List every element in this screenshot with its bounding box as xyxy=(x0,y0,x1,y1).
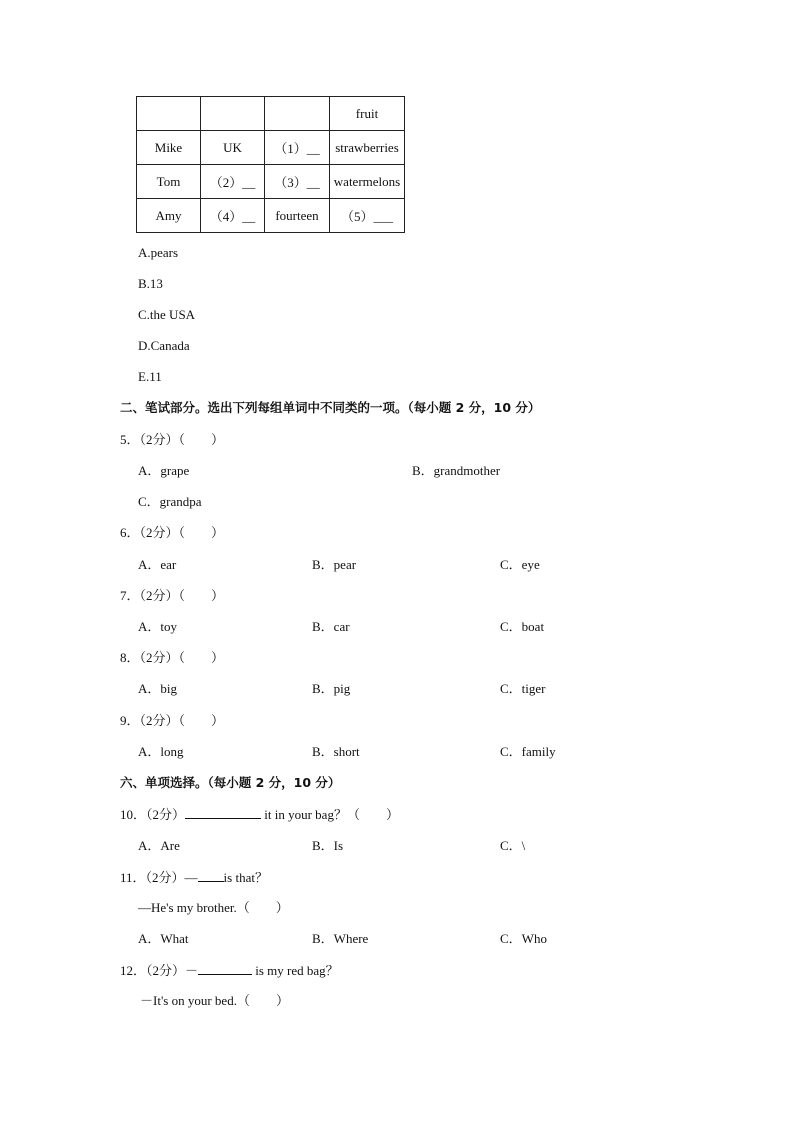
table-cell xyxy=(265,97,330,131)
choice-c: C．grandpa xyxy=(138,494,202,509)
table-row xyxy=(137,97,405,131)
question-line: －It's on your bed.（ ） xyxy=(140,993,289,1008)
table-cell xyxy=(201,97,265,131)
choice-a: A．grape xyxy=(138,463,190,478)
question-10 xyxy=(120,806,399,823)
answer-blank xyxy=(198,869,224,882)
choice-c: C．tiger xyxy=(500,681,546,696)
table-cell: （4）__ xyxy=(201,199,265,233)
question-text: is my red bag？ xyxy=(252,963,339,978)
choice-b: B．Is xyxy=(312,838,344,853)
question-prefix: 12．（2分）－ xyxy=(120,963,199,978)
answer-blank xyxy=(198,962,252,975)
question-stem: 7．（2分）（ ） xyxy=(120,588,225,603)
choice-c: C．Who xyxy=(500,931,547,946)
choice-c: C．eye xyxy=(500,557,540,572)
table-cell: fruit xyxy=(330,97,405,131)
section-heading: 六、单项选择。（每小题 2 分，10 分） xyxy=(120,775,341,790)
choice-c: C．\ xyxy=(500,838,526,853)
question-text: is that？ xyxy=(223,870,268,885)
question-stem: 9．（2分）（ ） xyxy=(120,713,225,728)
table-cell: strawberries xyxy=(330,131,405,165)
choice-a: A．Are xyxy=(138,838,180,853)
table-cell: Amy xyxy=(137,199,201,233)
table-cell: Mike xyxy=(137,131,201,165)
option-d: D.Canada xyxy=(138,338,190,353)
table-cell: （3）__ xyxy=(265,165,330,199)
section-heading: 二、笔试部分。选出下列每组单词中不同类的一项。（每小题 2 分，10 分） xyxy=(120,400,541,415)
choice-b: B．pear xyxy=(312,557,357,572)
table-row xyxy=(137,131,405,165)
question-text: it in your bag？（ ） xyxy=(261,807,399,822)
option-c: C.the USA xyxy=(138,307,196,322)
choice-a: A．ear xyxy=(138,557,177,572)
table-cell: （5）___ xyxy=(330,199,405,233)
table-cell: Tom xyxy=(137,165,201,199)
question-stem: 5．（2分）（ ） xyxy=(120,432,225,447)
table-cell xyxy=(137,97,201,131)
question-stem: 6．（2分）（ ） xyxy=(120,525,225,540)
choice-b: B．grandmother xyxy=(412,463,501,478)
choice-a: A．toy xyxy=(138,619,178,634)
table-cell: fourteen xyxy=(265,199,330,233)
choice-a: A．long xyxy=(138,744,184,759)
choice-b: B．car xyxy=(312,619,350,634)
option-e: E.11 xyxy=(138,369,162,384)
question-prefix: 10．（2分） xyxy=(120,807,186,822)
question-stem: 8．（2分）（ ） xyxy=(120,650,225,665)
table-row xyxy=(137,199,405,233)
table-cell: UK xyxy=(201,131,265,165)
option-b: B.13 xyxy=(138,276,163,291)
table-cell: watermelons xyxy=(330,165,405,199)
table-row xyxy=(137,165,405,199)
choice-a: A．What xyxy=(138,931,189,946)
choice-a: A．big xyxy=(138,681,178,696)
option-a: A.pears xyxy=(138,245,179,260)
table-cell: （1）__ xyxy=(265,131,330,165)
table-cell: （2）__ xyxy=(201,165,265,199)
choice-b: B．Where xyxy=(312,931,369,946)
question-12 xyxy=(120,962,339,979)
choice-c: C．boat xyxy=(500,619,545,634)
info-table xyxy=(136,96,405,233)
choice-b: B．pig xyxy=(312,681,351,696)
question-line: —He's my brother.（ ） xyxy=(138,900,289,915)
answer-blank xyxy=(185,806,261,819)
question-11 xyxy=(120,869,268,886)
choice-b: B．short xyxy=(312,744,360,759)
choice-c: C．family xyxy=(500,744,556,759)
question-prefix: 11．（2分）— xyxy=(120,870,198,885)
